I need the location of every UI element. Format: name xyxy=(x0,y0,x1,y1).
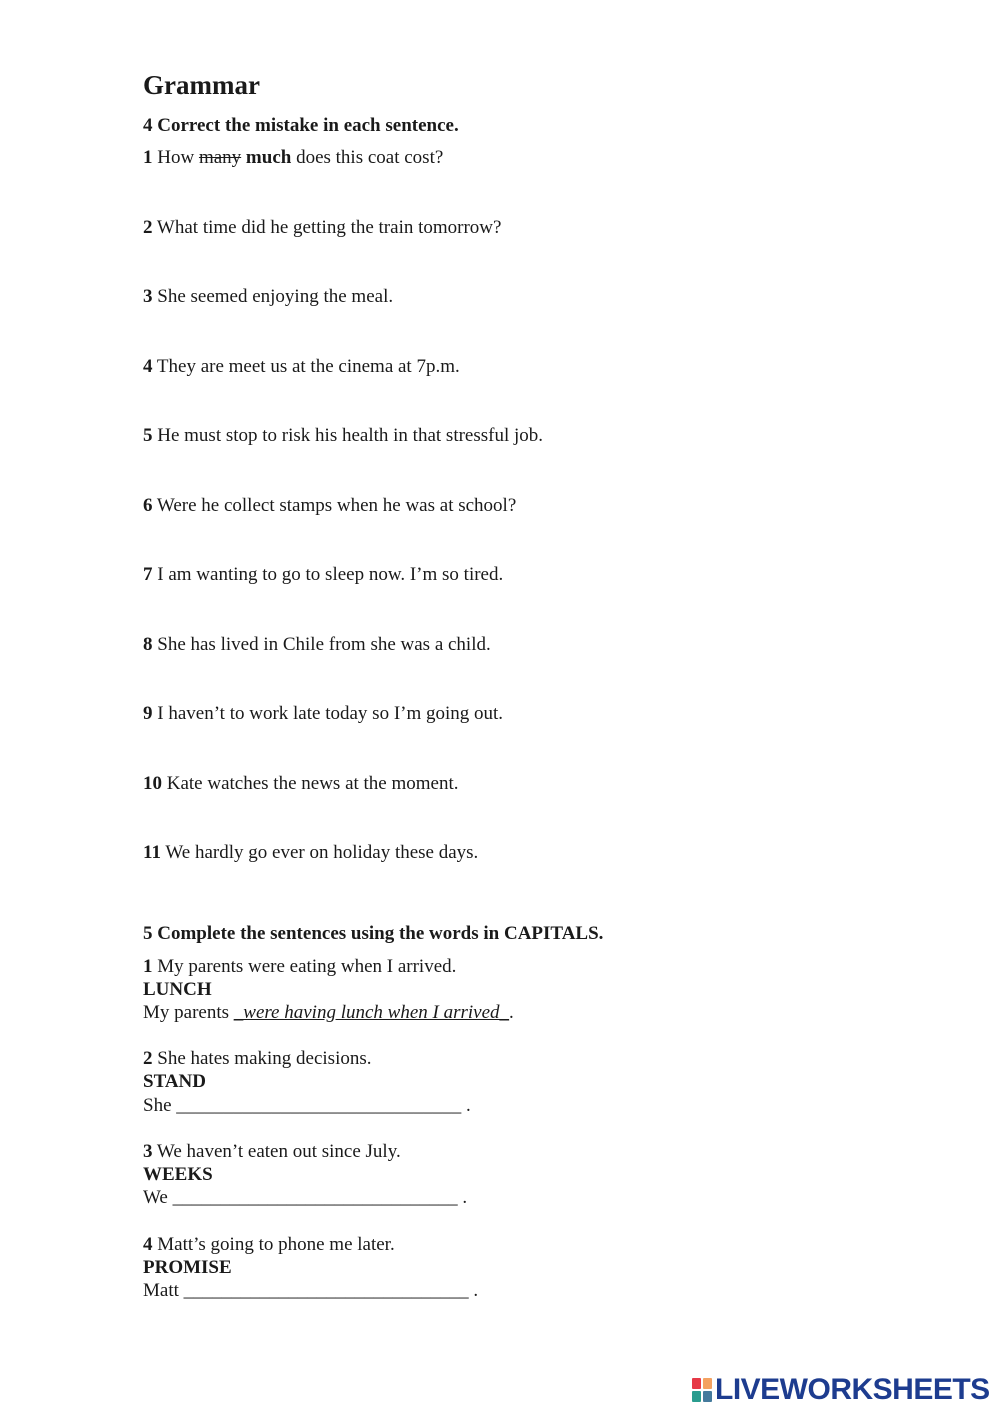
correction-word: much xyxy=(245,147,292,168)
item-number: 6 xyxy=(143,495,153,516)
item-text: Were he collect stamps when he was at school? xyxy=(156,495,517,516)
correction-item-3[interactable] xyxy=(143,286,393,308)
item-text: I haven’t to work late today so I’m going out. xyxy=(157,703,504,724)
answer-stem: Matt xyxy=(143,1280,184,1301)
item-number: 10 xyxy=(143,773,162,794)
logo-text: LIVEWORKSHEETS xyxy=(715,1373,990,1406)
item-number: 9 xyxy=(143,703,153,724)
item-text: She seemed enjoying the meal. xyxy=(157,286,394,307)
item-number: 2 xyxy=(143,1048,153,1069)
item-number: 11 xyxy=(143,842,161,863)
answer-stem: We xyxy=(143,1187,173,1208)
keyword-weeks: WEEKS xyxy=(143,1164,213,1185)
correction-item-8[interactable] xyxy=(143,634,491,656)
item-number: 8 xyxy=(143,634,153,655)
item-number: 1 xyxy=(143,956,153,977)
answer-end: . xyxy=(457,1187,468,1208)
liveworksheets-logo[interactable] xyxy=(691,1374,990,1406)
item-number: 2 xyxy=(143,217,153,238)
item-sentence: We haven’t eaten out since July. xyxy=(156,1141,401,1162)
item-text: We hardly go ever on holiday these days. xyxy=(165,842,479,863)
transform-item-4-sentence xyxy=(143,1234,395,1256)
item-number: 1 xyxy=(143,147,153,168)
keyword-promise: PROMISE xyxy=(143,1257,232,1278)
answer-filled: _were having lunch when I arrived_ xyxy=(233,1002,510,1023)
correction-item-2[interactable] xyxy=(143,217,501,239)
transform-item-1-sentence xyxy=(143,956,456,978)
item-sentence: Matt’s going to phone me later. xyxy=(157,1234,395,1255)
transform-item-2-sentence xyxy=(143,1048,372,1070)
answer-end: . xyxy=(509,1002,514,1023)
answer-blank[interactable]: ______________________________ xyxy=(176,1095,462,1116)
answer-end: . xyxy=(468,1280,479,1301)
struck-word: many xyxy=(198,147,242,168)
answer-blank[interactable]: ______________________________ xyxy=(183,1280,469,1301)
page-title: Grammar xyxy=(143,70,260,100)
item-text-end: does this coat cost? xyxy=(291,147,444,168)
transform-item-2-answer xyxy=(143,1095,471,1117)
transform-item-3-answer xyxy=(143,1187,467,1209)
item-text: He must stop to risk his health in that stressful job. xyxy=(157,425,544,446)
item-text: What time did he getting the train tomorrow? xyxy=(156,217,502,238)
correction-item-9[interactable] xyxy=(143,703,503,725)
item-sentence: She hates making decisions. xyxy=(157,1048,372,1069)
correction-item-10[interactable] xyxy=(143,773,459,795)
item-number: 7 xyxy=(143,564,153,585)
item-number: 4 xyxy=(143,1234,153,1255)
correction-item-5[interactable] xyxy=(143,425,543,447)
item-number: 3 xyxy=(143,286,153,307)
transform-item-1-answer xyxy=(143,1002,514,1024)
item-text: Kate watches the news at the moment. xyxy=(166,773,459,794)
item-number: 3 xyxy=(143,1141,153,1162)
item-text: She has lived in Chile from she was a child. xyxy=(157,634,491,655)
item-sentence: My parents were eating when I arrived. xyxy=(157,956,457,977)
keyword-stand: STAND xyxy=(143,1071,206,1092)
answer-blank[interactable]: ______________________________ xyxy=(172,1187,458,1208)
keyword-lunch: LUNCH xyxy=(143,979,212,1000)
item-number: 4 xyxy=(143,356,153,377)
correction-item-4[interactable] xyxy=(143,356,460,378)
correction-item-11[interactable] xyxy=(143,842,478,864)
item-number: 5 xyxy=(143,425,153,446)
section-4-heading: 4 Correct the mistake in each sentence. xyxy=(143,115,459,136)
answer-end: . xyxy=(461,1095,471,1116)
section-5-heading: 5 Complete the sentences using the words in CAPITALS. xyxy=(143,923,604,944)
correction-item-1 xyxy=(143,147,443,169)
item-text: They are meet us at the cinema at 7p.m. xyxy=(156,356,460,377)
transform-item-3-sentence xyxy=(143,1141,401,1163)
item-text-start: How xyxy=(157,147,199,168)
logo-blocks-icon xyxy=(691,1377,713,1403)
transform-item-4-answer xyxy=(143,1280,478,1302)
answer-stem: My parents xyxy=(143,1002,234,1023)
correction-item-7[interactable] xyxy=(143,564,503,586)
correction-item-6[interactable] xyxy=(143,495,516,517)
item-text: I am wanting to go to sleep now. I’m so tired. xyxy=(157,564,504,585)
answer-stem: She xyxy=(143,1095,177,1116)
